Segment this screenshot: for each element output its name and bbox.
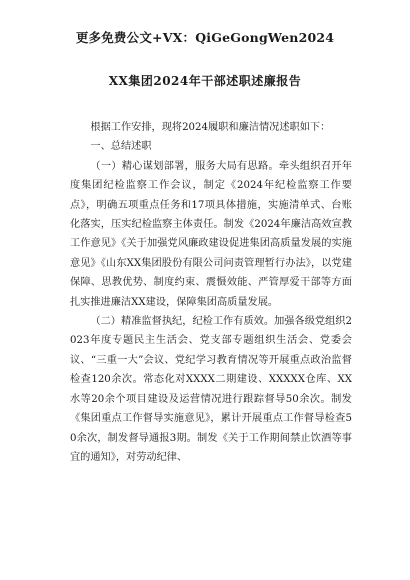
intro-paragraph: 根据工作安排，现将2024履职和廉洁情况述职如下： [90, 122, 331, 133]
promo-header: 更多免费公文+VX：QiGeGongWen2024 [75, 30, 335, 45]
document-title: XX集团2024年干部述职述廉报告 [108, 74, 302, 88]
document-body [70, 118, 352, 467]
paragraph-2: （二）精准监督执纪，纪检工作有质效。加强各级党组织2023年度专题民主生活会、党支部专题组织生活会、党委会议、“三重一大”会议、党纪学习教育情况等开展重点政治监督检查120余次。常态化对XXXX二期建设、XXXXX仓库、XX水等20余个项目建设及运营情况进行跟踪督导50余次。制发《集团重点工作督导实施意见》，累计开展重点工作督导检查50余次，制发督导通报3期。制发《关于工作期间禁止饮酒等事宜的通知》，对劳动纪律、 [70, 316, 352, 463]
section-heading: 一、总结述职 [90, 141, 152, 153]
paragraph-1: （一）精心谋划部署，服务大局有思路。牵头组织召开年度集团纪检监察工作会议，制定《2024年纪检监察工作要点》，明确五项重点任务和17项具体措施，实施清单式、台账化落实，压实纪检监察主体责任。制发《2024年廉洁高效宣教工作意见》《关于加强党风廉政建设促进集团高质量发展的实施意见》《山东XX集团股份有限公司问责管理暂行办法》，以党建保障、思教优势、制度约束、震慑效能、严管厚爱干部等方面扎实推进廉洁XX建设，保障集团高质量发展。 [70, 160, 352, 308]
